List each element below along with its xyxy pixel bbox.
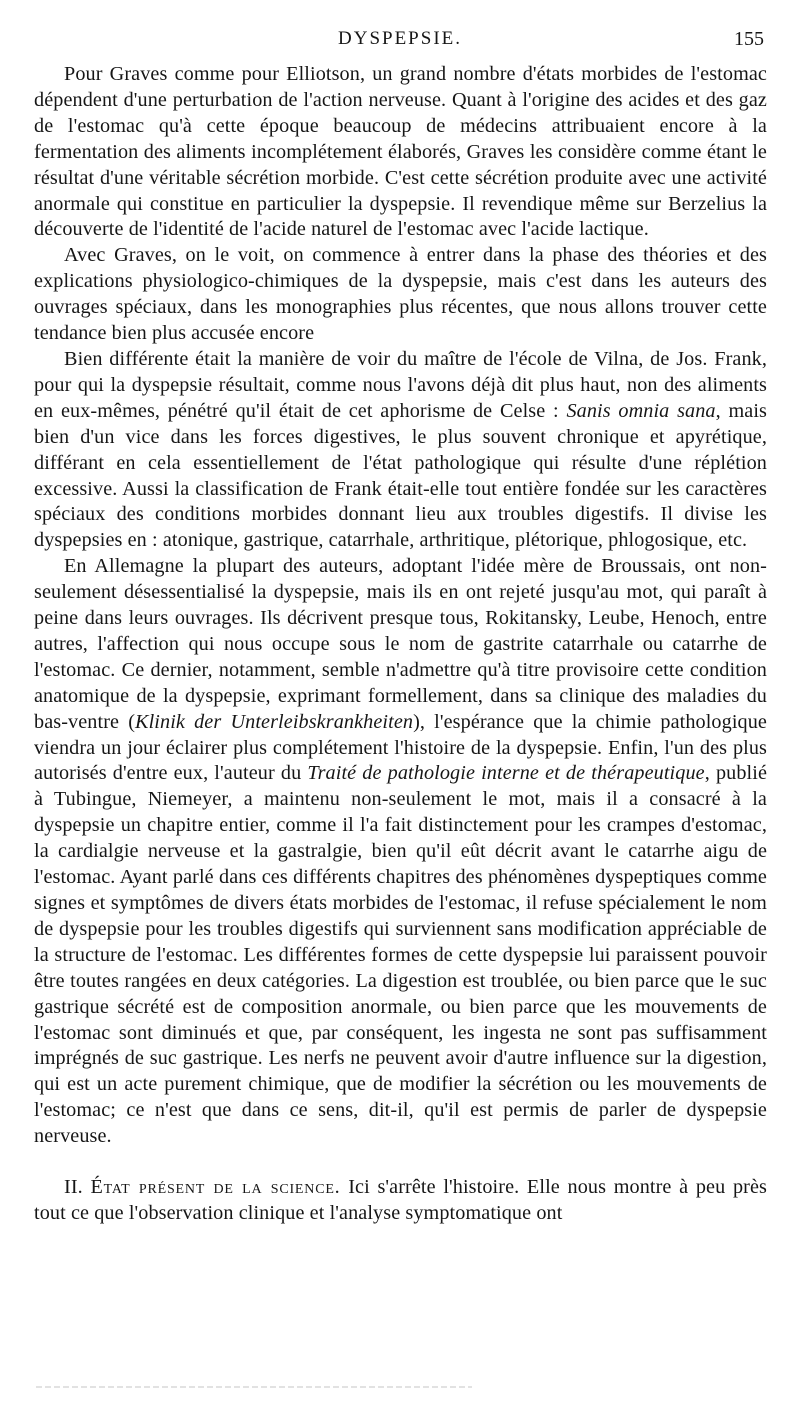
paragraph-graves — [34, 62, 767, 243]
running-header — [0, 28, 800, 58]
section-text: Ici s'arrête l'histoire. Elle nous montre à peu près tout ce que l'observation clinique et l'analyse symptomatique ont — [34, 1176, 767, 1224]
running-title: DYSPEPSIE. — [338, 28, 462, 49]
paragraph-text: Avec Graves, on le voit, on commence à entrer dans la phase des théories et des explications physiologico-chimiques de la dyspepsie, mais c'est dans les auteurs des ouvrages spéciaux, dans les monographies plus récentes, que nous allons trouver cette tendance bien plus accusée encore — [34, 244, 767, 345]
latin-aphorism: Sanis omnia sana — [566, 399, 716, 422]
paragraph-text-end: , publié à Tubingue, Niemeyer, a maintenu non-seulement le mot, mais il a consacré à la dyspepsie un chapitre entier, comme il l'a fait distinctement pour les crampes d'estomac, la cardialgie nerveuse et la gastralgie, bien qu'il eût décrit avant le catarrhe aigu de l'estomac. Ayant parlé dans ces différents chapitres des phénomènes dyspeptiques comme signes et symptômes de divers états morbides de l'estomac, il refuse spécialement le nom de dyspepsie pour les troubles digestifs qui surviennent sans modification appréciable de la structure de l'estomac. Les différentes formes de cette dyspepsie lui paraissent pouvoir être toutes rangées en deux catégories. La digestion est troublée, ou bien parce que le suc gastrique sécrété est de composition anormale, ou bien parce que les mouvements de l'estomac sont diminués et que, par conséquent, les ingesta ne sont pas suffisamment imprégnés de suc gastrique. Les nerfs ne peuvent avoir d'autre influence sur la digestion, qui est un acte purement chimique, que de modifier la sécrétion ou les mouvements de l'estomac; ce n'est que dans ce sens, dit-il, qu'il est permis de parler de dyspepsie nerveuse. — [34, 762, 768, 1148]
section-title: État présent de la science. — [90, 1176, 341, 1199]
section-gap — [34, 1150, 767, 1175]
section-number: II. — [64, 1176, 83, 1199]
paragraph-text: Pour Graves comme pour Elliotson, un grand nombre d'états morbides de l'estomac dépendent d'une perturbation de l'action nerveuse. Quant à l'origine des acides et des gaz de l'estomac qu'à cette époque beaucoup de médecins attribuaient encore à la fermentation des aliments incomplétement élaborés, Graves les considère comme étant le résultat d'une véritable sécrétion morbide. C'est cette sécrétion produite avec une activité anormale qui constitue en particulier la dyspepsie. Il revendique même sur Berzelius la découverte de l'identité de l'acide naturel de l'estomac avec l'acide lactique. — [34, 63, 767, 241]
book-title-klinik: Klinik der Unterleibskrankheiten — [135, 710, 414, 733]
paragraph-frank — [34, 347, 767, 554]
faint-bottom-rule — [36, 1386, 472, 1388]
book-title-traite: Traité de pathologie interne et de thérapeutique — [307, 762, 705, 785]
section-paragraph — [34, 1175, 767, 1227]
paragraph-physiologico-chimiques — [34, 243, 767, 347]
body-text — [34, 62, 767, 1227]
paragraph-text-middle: ), l'espérance que la chimie pathologique viendra un jour éclairer plus complétement l'histoire de la dyspepsie. Enfin, l'un des plus autorisés d'entre eux, l'auteur du — [34, 710, 767, 785]
paragraph-text-end: , mais bien d'un vice dans les forces digestives, le plus souvent chronique et apyrétique, différant en cela essentiellement de l'état pathologique qui résulte d'une réplétion excessive. Aussi la classification de Frank était-elle tout entière fondée sur les caractères spéciaux des conditions morbides donnant lieu aux troubles digestifs. Il divise les dyspepsies en : atonique, gastrique, catarrhale, arthritique, plétorique, phlogosique, etc. — [34, 399, 767, 552]
page-number: 155 — [734, 28, 764, 50]
paragraph-text-start: Bien différente était la manière de voir du maître de l'école de Vilna, de Jos. Frank, pour qui la dyspepsie résultait, comme nous l'avons déjà dit plus haut, non des aliments en eux-mêmes, pénétré qu'il était de cet aphorisme de Celse : — [34, 347, 767, 422]
paragraph-text-start: En Allemagne la plupart des auteurs, adoptant l'idée mère de Broussais, ont non-seulement désessentialisé la dyspepsie, mais ils en ont rejeté jusqu'au mot, qui paraît à peine dans leurs ouvrages. Ils décrivent presque tous, Rokitansky, Leube, Henoch, entre autres, l'affection qui nous occupe sous le nom de gastrite catarrhale ou catarrhe de l'estomac. Ce dernier, notamment, semble n'admettre qu'à titre provisoire cette condition anatomique de la dyspepsie, exprimant formellement, dans sa clinique des maladies du bas-ventre ( — [34, 555, 767, 733]
paragraph-allemagne — [34, 554, 767, 1150]
